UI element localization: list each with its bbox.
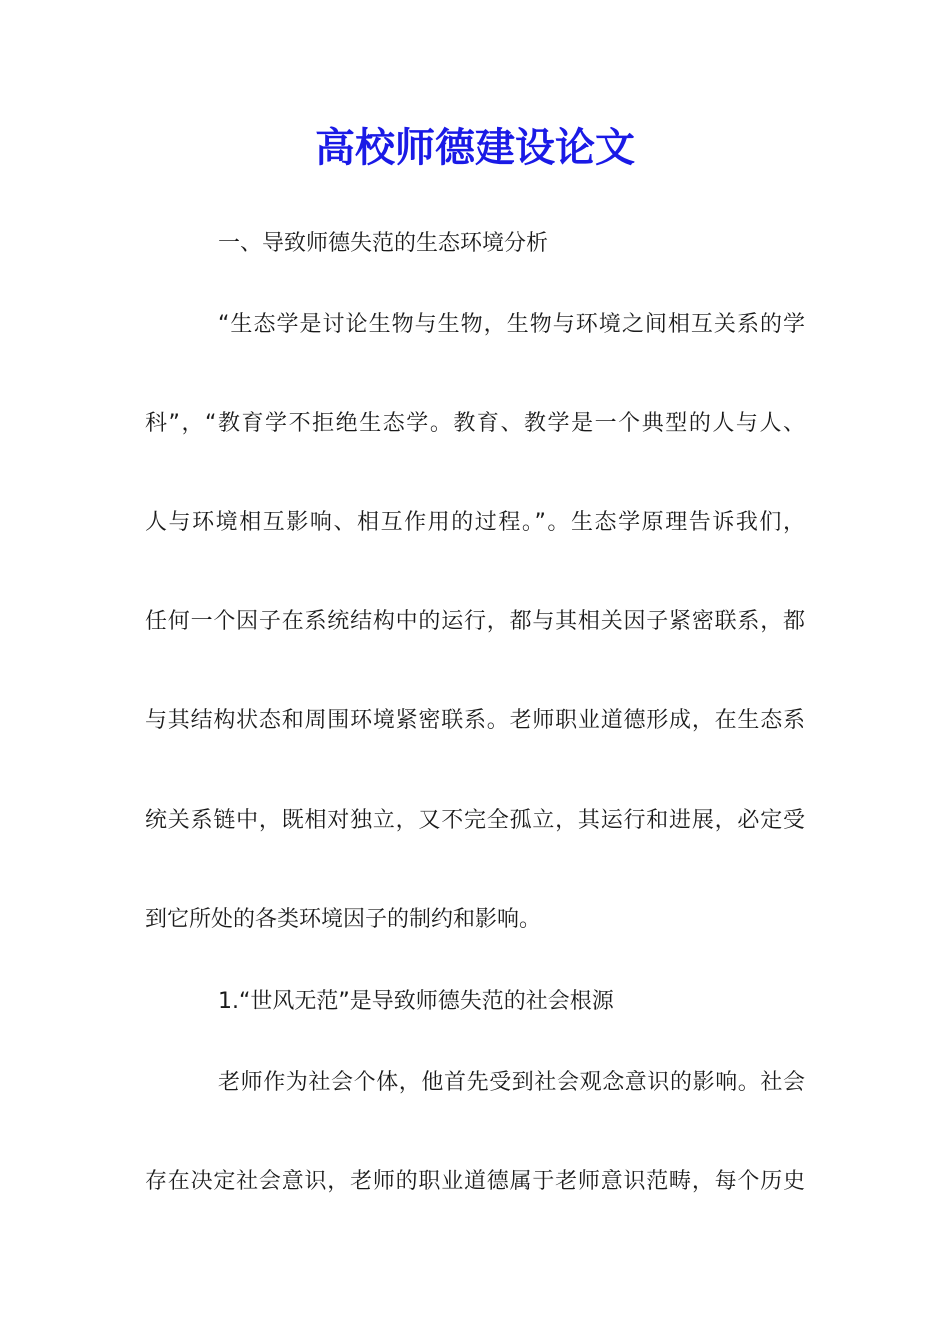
paragraph-line: 到它所处的各类环境因子的制约和影响。 <box>145 907 542 932</box>
paragraph-line: 科”，“教育学不拒绝生态学。教育、教学是一个典型的人与人、 <box>145 411 805 436</box>
paragraph-line: 统关系链中，既相对独立，又不完全孤立，其运行和进展，必定受 <box>145 808 805 833</box>
paragraph-line: 与其结构状态和周围环境紧密联系。老师职业道德形成，在生态系 <box>145 708 805 733</box>
subsection-heading-1: 1.“世风无范”是导致师德失范的社会根源 <box>218 989 614 1014</box>
section-heading-1: 一、导致师德失范的生态环境分析 <box>218 231 549 256</box>
paragraph-line: 人与环境相互影响、相互作用的过程。”。生态学原理告诉我们， <box>145 510 805 535</box>
document-title: 高校师德建设论文 <box>315 124 635 171</box>
paragraph-line: 老师作为社会个体，他首先受到社会观念意识的影响。社会 <box>218 1070 805 1095</box>
paragraph-line: 任何一个因子在系统结构中的运行，都与其相关因子紧密联系，都 <box>145 609 805 634</box>
paragraph-line: “生态学是讨论生物与生物，生物与环境之间相互关系的学 <box>218 312 805 337</box>
paragraph-line: 存在决定社会意识，老师的职业道德属于老师意识范畴，每个历史 <box>145 1169 805 1194</box>
